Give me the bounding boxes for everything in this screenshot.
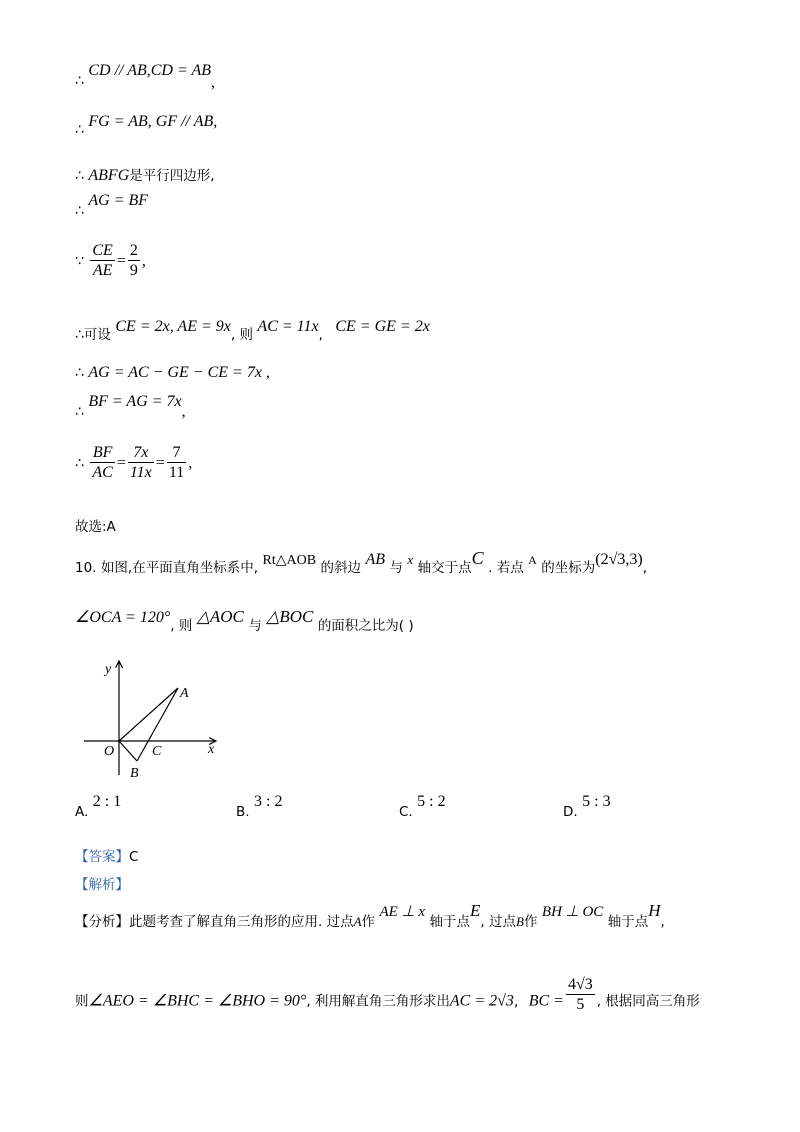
label-b: B (130, 766, 139, 780)
fraction-numerator: 7 (167, 444, 186, 463)
math-h: H (648, 901, 661, 920)
question-text: 与 (248, 618, 262, 634)
step-4-math: AG = BF (88, 192, 149, 209)
equals-sign: = (116, 454, 126, 472)
comma: , (188, 454, 193, 472)
step-4 (75, 192, 149, 219)
question-10-line-1 (75, 548, 648, 576)
question-text: 的面积之比为( ) (317, 618, 414, 634)
math-x: x (407, 552, 414, 567)
option-d (563, 793, 611, 820)
math-b: B (516, 914, 524, 929)
fraction-numerator: 7x (128, 444, 154, 463)
fraction-denominator: AE (92, 262, 113, 279)
triangle-aoc: △AOC (196, 607, 244, 626)
answer-tag: 【答案】 (75, 849, 129, 865)
question-text: 轴交于点 (417, 560, 472, 576)
question-text: , 则 (170, 618, 193, 634)
step-6-math-c: AC = 11x (257, 318, 319, 335)
label-c: C (152, 744, 162, 759)
last-text: 则 (75, 993, 89, 1010)
option-value: 3 : 2 (254, 793, 283, 810)
last-line (75, 976, 700, 1021)
fraction-2-9 (128, 242, 140, 281)
step-6-text-b: , 则 (230, 327, 253, 343)
step-2 (75, 113, 218, 138)
math-ac: AC = 2√3 (449, 992, 514, 1010)
option-c (399, 793, 446, 820)
because-symbol: ∵ (75, 253, 84, 270)
triangle-rt-aob: Rt△AOB (262, 553, 317, 568)
step-6-prefix: 可设 (83, 327, 111, 343)
fraction-denominator: AC (92, 464, 113, 481)
fraction-denominator: 11x (129, 464, 152, 481)
fenxi-text: 此题考查了解直角三角形的应用. 过点 (129, 914, 354, 930)
math-bc: BC = (528, 992, 564, 1010)
step-3-text: 是平行四边形, (129, 168, 215, 184)
therefore-symbol: ∴ (75, 455, 84, 472)
option-value: 5 : 2 (417, 793, 446, 810)
therefore-symbol: ∴ (75, 168, 84, 184)
coordinate-a: (2√3,3) (595, 551, 643, 568)
option-letter: B. (236, 804, 250, 820)
step-1 (75, 62, 216, 91)
step-3-math: ABFG (88, 167, 130, 184)
last-text: , 根据同高三角形 (596, 993, 700, 1010)
comma: , (211, 74, 216, 91)
question-text: 的斜边 (320, 560, 361, 576)
fenxi-text: 作 (361, 914, 376, 930)
comma: , (513, 993, 519, 1010)
question-text: 与 (389, 560, 403, 576)
step-7 (75, 364, 270, 382)
option-letter: C. (399, 804, 413, 820)
fenxi-text: 轴于点 (607, 914, 649, 930)
fenxi-tag: 【分析】 (75, 914, 129, 930)
option-value: 5 : 3 (582, 793, 611, 810)
answer-line (75, 845, 138, 865)
label-y: y (105, 662, 112, 677)
segment-ob (119, 741, 137, 761)
step-6 (75, 315, 430, 343)
math-ae-perp-x: AE ⊥ x (379, 904, 426, 920)
equals-sign: = (116, 252, 126, 270)
option-value: 2 : 1 (92, 793, 122, 810)
option-a (75, 793, 122, 820)
step-9 (75, 444, 192, 483)
question-text: 的坐标为 (541, 560, 596, 576)
fenxi-text: , 过点 (480, 914, 516, 930)
fraction-numerator: 2 (129, 242, 138, 259)
question-10-line-2 (75, 606, 414, 634)
fraction-bf-ac (90, 444, 114, 483)
therefore-symbol: ∴ (75, 404, 84, 420)
fraction-7-11 (167, 444, 186, 483)
option-b (236, 793, 283, 820)
therefore-symbol: ∴ (75, 73, 84, 89)
question-text: . 若点 (488, 560, 524, 576)
last-text: , 利用解直角三角形求出 (306, 993, 450, 1010)
question-number: 10. (75, 560, 97, 576)
analysis-tag: 【解析】 (75, 877, 129, 893)
therefore-symbol: ∴ (75, 365, 84, 381)
therefore-symbol: ∴ (75, 122, 84, 138)
fraction-denominator: 5 (576, 996, 585, 1013)
fenxi-line (75, 900, 665, 930)
math-bh-perp-oc: BH ⊥ OC (541, 904, 604, 920)
math-a: A (528, 553, 537, 567)
fraction-denominator: 11 (168, 464, 185, 481)
equals-sign: = (155, 454, 165, 472)
label-o: O (104, 744, 115, 759)
answer-choice: 故选:A (75, 519, 116, 535)
comma: , (660, 914, 665, 930)
segment-oa (119, 688, 178, 741)
label-x: x (208, 742, 215, 757)
answer-value: C (129, 849, 139, 865)
step-8-math: BF = AG = 7x (88, 393, 182, 410)
step-7-math: AG = AC − GE − CE = 7x , (88, 364, 270, 381)
fraction-numerator: BF (90, 444, 114, 463)
label-a: A (180, 686, 189, 701)
math-ab: AB (365, 551, 385, 568)
therefore-symbol: ∴ (75, 203, 84, 219)
comma: , (181, 403, 186, 420)
math-a: A (353, 914, 362, 929)
comma: , (141, 252, 146, 270)
fraction-7x-11x (128, 444, 154, 483)
fraction-numerator: 4√3 (567, 976, 593, 993)
angles-equal-90: ∠AEO = ∠BHC = ∠BHO = 90° (88, 992, 307, 1010)
step-8 (75, 393, 186, 420)
math-e: E (470, 901, 481, 920)
step-5 (75, 242, 146, 281)
step-6-math-a: CE = 2x, AE = 9x (115, 318, 231, 335)
fraction-ce-ae (90, 242, 114, 281)
triangle-boc: △BOC (266, 607, 314, 626)
therefore-symbol: ∴ (75, 327, 84, 343)
fraction-denominator: 9 (129, 262, 138, 279)
fraction-numerator: CE (92, 242, 113, 259)
step-2-math: FG = AB, GF // AB, (88, 113, 218, 130)
question-text: 如图,在平面直角坐标系中, (100, 560, 259, 576)
option-letter: A. (75, 804, 89, 820)
step-6-math-e: CE = GE = 2x (335, 318, 430, 335)
option-letter: D. (563, 804, 578, 820)
step-3 (75, 164, 215, 185)
coordinate-figure (80, 655, 230, 780)
angle-oca: ∠OCA = 120° (75, 609, 171, 626)
fraction-4root3-5 (566, 976, 595, 1015)
fenxi-text: 作 (523, 914, 538, 930)
step-1-math: CD // AB,CD = AB (88, 62, 212, 79)
comma: , (642, 560, 648, 576)
comma: , (318, 327, 323, 343)
fenxi-text: 轴于点 (429, 914, 471, 930)
math-c: C (471, 548, 484, 568)
